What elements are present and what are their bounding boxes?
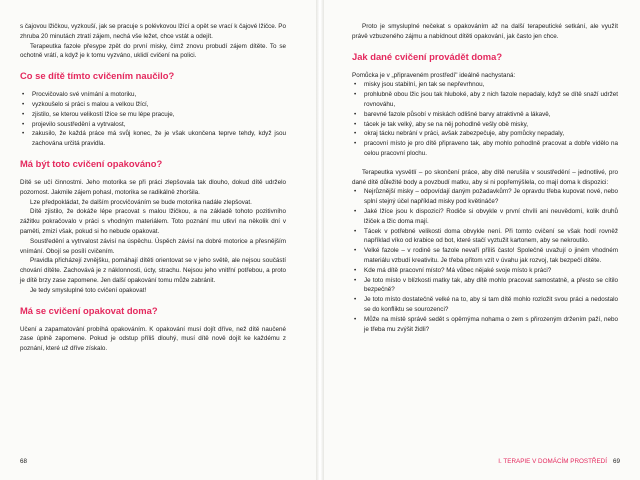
paragraph: Soustředění a vytrvalost závisí na úspěchu. Úspěch závisí na dobré motorice a přesnějším vnímání. Obojí se posílí cvičením. <box>20 237 286 255</box>
left-page <box>0 0 316 480</box>
list-item: • Tácek v potřebné velikosti doma obvykle není. Při tomto cvičení se však hodí rovněž například víko od krabice od bot, které stačí vyztužit kartonem, aby se nekroutilo. <box>352 227 618 247</box>
list-item: • Velké fazole – v rodině se fazole nevaří příliš často! Společně uvažují o jiném vhodném materiálu vzbudí kreativitu. Je třeba přitom vzít v úvahu jak rozvoj, tak bezpečí dítěte. <box>352 246 618 266</box>
paragraph: s čajovou lžičkou, vyzkouší, jak se pracuje s polévkovou lžící a opět se vrací k čajové lžičce. Po zhruba 20 minutách ztratí zájem, nechá vše ležet, chce vstát a odejít. <box>20 23 286 40</box>
list-item: • Procvičovalo své vnímání a motoriku, <box>20 90 286 100</box>
list-item: • vyzkoušelo si práci s malou a velkou lžící, <box>20 100 286 110</box>
left-text-column <box>20 22 286 354</box>
paragraph: Dítě se učí činnostmi. Jeho motorika se při práci zlepšovala tak dlouho, dokud dítě udrželo pozornost. Jakmile zájem pohasl, motorika se radikálně zhoršila. <box>20 178 286 196</box>
list-item: • projevilo soustředění a vytrvalost, <box>20 120 286 130</box>
paragraph: Dítě zjistilo, že dokáže lépe pracovat s malou lžičkou, a na základě tohoto pozitivního zážitku pokračovalo v práci s vhodným materiálem. Toto poznání mu utkví na několik dní v paměti, zmizí však, pokud si ho nebude opakovat. <box>20 208 286 235</box>
book-gutter <box>316 0 324 480</box>
paragraph: Proto je smysluplné nečekat s opakováním až na další terapeutické setkání, ale využít právě vzbuzeného zájmu a nabídnout dítěti opakování, jak často jen chce. <box>352 23 618 40</box>
right-page <box>324 0 640 480</box>
list-item: • zjistilo, se kterou velikostí lžíce se mu lépe pracuje, <box>20 110 286 120</box>
page-footer <box>498 458 620 466</box>
list-item: • misky jsou stabilní, jen tak se nepřevrhnou, <box>352 80 618 90</box>
list-item: • zakusilo, že každá práce má svůj konec, že je však ukončena teprve tehdy, když jsou zachována určitá pravidla. <box>20 129 286 149</box>
bullet-list <box>20 90 286 149</box>
list-item: • pracovní místo je pro dítě připraveno tak, aby mohlo pohodlně pracovat a dobře vidělo na celou pracovní plochu. <box>352 139 618 159</box>
list-item: • Je toto místo v blízkosti matky tak, aby dítě mohlo pracovat samostatně, a přesto se cítilo bezpečně? <box>352 276 618 296</box>
list-item: • okraj tácku nebrání v práci, avšak zabezpečuje, aby pomůcky nepadaly, <box>352 129 618 139</box>
list-item: • Nejrůznější misky – odpovídají daným požadavkům? Je opravdu třeba kupovat nové, nebo splní stejný účel například misky pod květináče? <box>352 187 618 207</box>
list-item: • prohlubně obou lžic jsou tak hluboké, aby z nich fazole nepadaly, když se dítě snaží udržet rovnováhu, <box>352 90 618 110</box>
paragraph: Pomůcka je v „připraveném prostředí" ideálně nachystaná: <box>352 71 516 79</box>
paragraph: Pravidla přicházejí zvnějšku, pomáhají dítěti orientovat se v jeho světě, ale nejsou součástí chování dítěte. Zachovává je z náklonnosti, úcty, strachu. Nejsou jeho vnitřní potřebou, a proto je dítě brzy zase zapomene. Jen další opakování tomu může zabránit. <box>20 257 286 284</box>
section-heading: Má být toto cvičení opakováno? <box>20 157 163 169</box>
paragraph: Terapeutka vysvětlí – po skončení práce, aby dítě nerušila v soustředění – jednotlivé, pro dané dítě důležité body a povzbudí matku, aby si ni popřemýšlela, co mají doma k dispozici: <box>352 168 618 186</box>
page-number: 68 <box>20 458 28 465</box>
section-heading: Má se cvičení opakovat doma? <box>20 304 158 316</box>
list-item: • barevné fazole působí v miskách odlišné barvy atraktivně a lákavě, <box>352 110 618 120</box>
list-item: • tácek je tak velký, aby se na něj pohodlně vešly obě misky, <box>352 120 618 130</box>
section-heading: Jak dané cvičení provádět doma? <box>352 50 503 62</box>
paragraph: Lze předpokládat, že dalším procvičováním se bude motorika nadále zlepšovat. <box>30 198 252 206</box>
paragraph: Terapeutka fazole přesype zpět do první misky, čímž znovu probudí zájem dítěte. To se ochotně vrátí, a když je k tomu vyzváno, uklidí cvičení na polici. <box>20 42 286 60</box>
page-number: 69 <box>612 458 620 465</box>
list-item: • Může na místě správě sedět s opěrnýma nohama o zem s přirozeným držením paží, nebo je třeba mu zvýšit židli? <box>352 315 618 335</box>
paragraph: Je tedy smysluplné toto cvičení opakovat! <box>30 286 147 294</box>
running-head: I. TERAPIE V DOMÁCÍM PROSTŘEDÍ <box>498 458 607 465</box>
bullet-list <box>352 187 618 334</box>
right-text-column <box>352 22 618 334</box>
paragraph: Učení a zapamatování probíhá opakováním. K opakování musí dojít dříve, než dítě naučené zase úplně zapomene. Pokud je odstup příliš dlouhý, musí dítě nově dojít ke každému z poznání, které už dříve získalo. <box>20 325 286 353</box>
list-item: • Je toto místo dostatečně velké na to, aby si tam dítě mohlo rozložit svou práci a nedostalo se do konfliktu se sourozenci? <box>352 295 618 315</box>
section-heading: Co se dítě tímto cvičením naučilo? <box>20 70 175 82</box>
bullet-list <box>352 80 618 158</box>
list-item: • Kde má dítě pracovní místo? Má vůbec nějaké svoje místo k práci? <box>352 266 618 276</box>
list-item: • Jaké lžíce jsou k dispozici? Rodiče si obvykle v první chvíli ani neuvědomí, kolik druhů lžiček a lžic doma mají. <box>352 207 618 227</box>
